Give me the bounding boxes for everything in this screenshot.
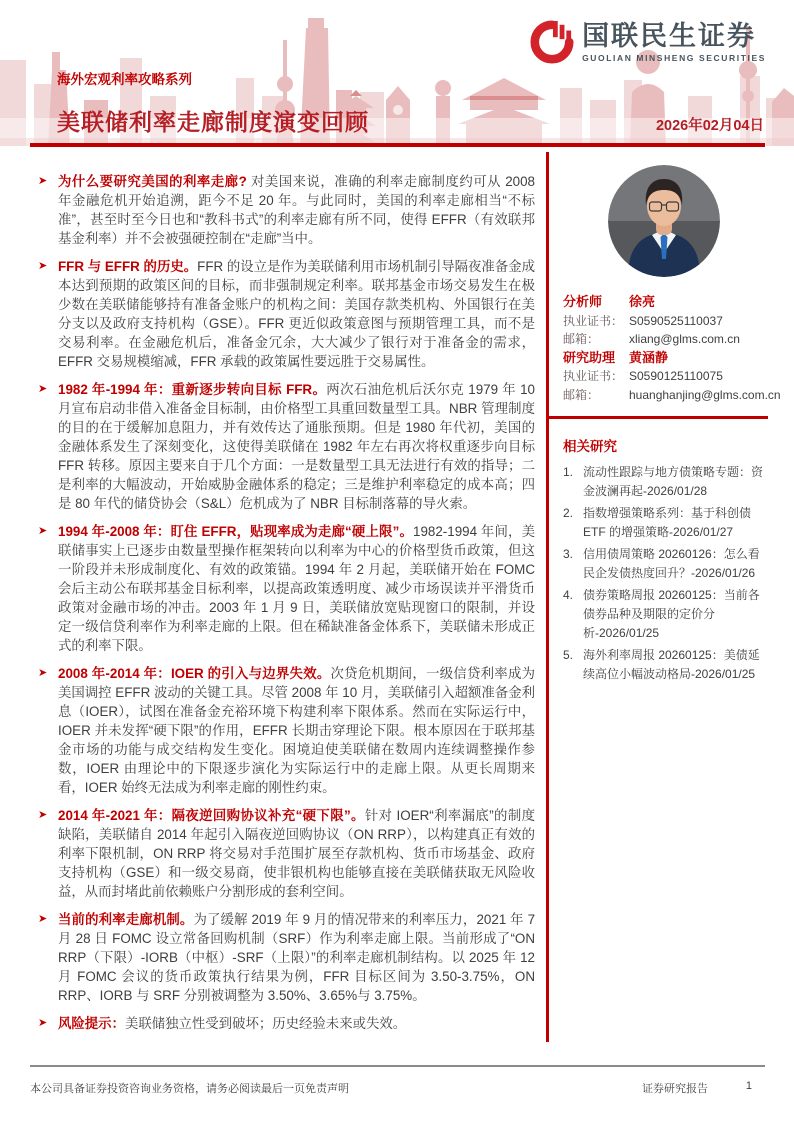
- footer-disclaimer: 本公司具备证券投资咨询业务资格，请务必阅读最后一页免责声明: [30, 1083, 349, 1095]
- summary-bullet: [38, 172, 535, 248]
- analyst-cert-number: S0590525110037: [629, 313, 723, 328]
- analyst-email-row: [563, 330, 764, 349]
- analyst-name-row: [563, 293, 764, 312]
- email-label: 邮箱：: [563, 332, 600, 346]
- bullet-text: 次贷危机期间，一级信贷利率成为美国调控 EFFR 波动的关键工具。尽管 2008 年 10 月，美联储引入超额准备金利息（IOER），试图在准备金充裕环境下构建利率下限体系。然而在实际运行中，IOER 并未发挥“硬下限”的作用，EFFR 长期击穿理论下限。根本原因在于联邦基金市场的功能与成交结构发生变化。困境迫使美联储在数周内连续调整操作参数，IOER 由理论中的下限逐步演化为实际运行中的走廊上限。从更长周期来看，IOER 始终无法成为利率走廊的刚性约束。: [58, 666, 536, 795]
- sidebar: [546, 152, 781, 1042]
- item-number: 2.: [563, 506, 574, 520]
- analyst-contact-block: [563, 293, 781, 404]
- summary-content: [38, 172, 535, 1042]
- bullet-text: FFR 的设立是作为美联储利用市场机制引导隔夜准备金成本达到预期的政策区间的目标，而非强制规定利率。联邦基金市场交易发生在极少数在美联储能够持有准备金账户的机构之间：美国存款类机构、外国银行在美分支以及政府支持机构（GSE）。FFR 更近似政策意图与预期管理工具，而不是交易利率。在金融危机后，准备金冗余，大大减少了银行对于准备金的需求，EFFR 交易规模缩减，FFR 承载的政策属性要远胜于交易属性。: [58, 259, 536, 369]
- item-title: 海外利率周报 20260125：美债延续高位小幅波动格局-2026/01/25: [583, 648, 760, 681]
- bullet-arrow-icon: ➤: [38, 1017, 48, 1029]
- bullet-text: 对美国来说，准确的利率走廊制度约可从 2008 年金融危机开始追溯，距今不足 20 年。与此同时，美国的利率走廊相当“不标准”，甚至时至今日也和“教科书式”的利率走廊有所不同，使得 EFFR（有效联邦基金利率）并不会被强硬控制在“走廊”当中。: [58, 174, 535, 246]
- bullet-text: 两次石油危机后沃尔克 1979 年 10 月宣布启动非借入准备金目标制，由价格型工具重回数量型工具。NBR 管理制度的目的在于缓解加息阻力，并有效传达了通胀预期。但是 1980 年代初，美国的金融体系发生了深刻变化，这使得美联储在 1982 年左右再次将权重逐步向目标 FFR 转移。原因主要来自于几个方面：一是数量型工具无法进行有效的指导；二是利率的大幅波动，开始威胁金融体系的稳定；三是维护利率稳定的成本高；四是 80 年代的储贷协会（S&L）危机成为了 NBR 目标制落幕的导火索。: [58, 382, 535, 511]
- item-number: 1.: [563, 465, 574, 479]
- summary-bullet: [38, 380, 535, 513]
- summary-bullet: [38, 806, 535, 901]
- analyst-email[interactable]: xliang@glms.com.cn: [629, 332, 740, 346]
- logo-icon: [530, 20, 574, 64]
- item-title: 流动性跟踪与地方债策略专题：资金波澜再起-2026/01/28: [583, 465, 764, 498]
- report-header: [0, 0, 794, 146]
- risk-warning-bullet: [38, 1014, 535, 1033]
- analyst-portrait-art: [608, 165, 720, 277]
- item-title: 指数增强策略系列：基于科创债 ETF 的增强策略-2026/01/27: [583, 506, 752, 539]
- cert-label: 执业证书：: [563, 313, 624, 328]
- bullet-lead: 风险提示：: [58, 1016, 125, 1031]
- footer-divider: [30, 1065, 765, 1067]
- bullet-text: 美联储独立性受到破坏；历史经验未来或失效。: [124, 1016, 407, 1031]
- bullet-lead: FFR 与 EFFR 的历史。: [58, 259, 198, 274]
- analyst-photo: [608, 165, 720, 277]
- item-number: 4.: [563, 588, 574, 602]
- report-title: 美联储利率走廊制度演变回顾: [57, 109, 369, 135]
- logo-name-en: GUOLIAN MINSHENG SECURITIES: [582, 53, 766, 63]
- bullet-lead: 1982 年-1994 年：重新逐步转向目标 FFR。: [58, 382, 327, 397]
- summary-bullet: [38, 910, 535, 1005]
- bullet-text: 为了缓解 2019 年 9 月的情况带来的利率压力，2021 年 7 月 28 日 FOMC 设立常备回购机制（SRF）作为利率走廊上限。当前形成了“ON RRP（下限）-IORB（中枢）-SRF（上限）”的利率走廊机制结构。以 2025 年 12 月 FOMC 会议的货币政策执行结果为例，FFR 目标区间为 3.50-3.75%，ON RRP、IORB 与 SRF 分别被调整为 3.50%、3.65%与 3.75%。: [58, 912, 536, 1003]
- assistant-role-label: 研究助理: [563, 349, 616, 365]
- related-research-item[interactable]: [563, 545, 764, 583]
- item-title: 债券策略周报 20260125：当前各债券品种及期限的定价分析-2026/01/25: [583, 588, 760, 640]
- related-research-title: 相关研究: [563, 439, 617, 454]
- bullet-text: 1982-1994 年间，美联储事实上已逐步由数量型操作框架转向以利率为中心的价格型货币政策，但这一阶段并未形成制度化、有效的政策锚。1994 年 2 月起，美联储开始在 FOMC 会后主动公布联邦基金目标利率，以提高政策透明度、减少市场误读并平滑货币政策对金融市场的冲击。2003 年 1 月 9 日，美联储放宽贴现窗口的限制，并设定一级信贷利率作为利率走廊的上限。但在稀缺准备金体系下，美联储未形成正式的利率下限。: [58, 524, 535, 653]
- logo-text: [582, 21, 766, 63]
- related-research-item[interactable]: [563, 646, 764, 684]
- bullet-text: 针对 IOER“利率漏底”的制度缺陷，美联储自 2014 年起引入隔夜逆回购协议（ON RRP），以构建真正有效的利率下限机制，ON RRP 将交易对手范围扩展至存款机构、货币市场基金、政府支持机构（GSE）和一级交易商，使非银机构也能够直接在美联储获取无风险收益，从而封堵此前依赖账户分割形成的套利空间。: [58, 808, 535, 899]
- analyst-name: 徐亮: [629, 294, 656, 309]
- bullet-arrow-icon: ➤: [38, 260, 48, 272]
- assistant-cert-number: S0590125110075: [629, 369, 723, 383]
- related-research-item[interactable]: [563, 504, 764, 542]
- bullet-arrow-icon: ➤: [38, 175, 48, 187]
- page-number: 1: [745, 1080, 752, 1092]
- related-research-item[interactable]: [563, 586, 764, 643]
- item-number: 3.: [563, 547, 574, 561]
- series-label: 海外宏观利率攻略系列: [57, 72, 192, 87]
- email-label: 邮箱：: [563, 387, 600, 402]
- analyst-role-label: 分析师: [563, 294, 603, 309]
- bullet-arrow-icon: ➤: [38, 525, 48, 537]
- item-number: 5.: [563, 648, 574, 662]
- company-logo: [530, 20, 766, 64]
- sidebar-divider: [546, 416, 768, 419]
- assistant-cert-row: [563, 367, 764, 386]
- footer-report-type: 证券研究报告: [642, 1083, 708, 1095]
- bullet-lead: 当前的利率走廊机制。: [58, 912, 194, 927]
- bullet-lead: 1994 年-2008 年：盯住 EFFR，贴现率成为走廊“硬上限”。: [58, 524, 413, 539]
- assistant-email-row: [563, 386, 781, 405]
- assistant-name: 黄涵静: [629, 349, 669, 365]
- report-date: 2026年02月04日: [655, 118, 764, 134]
- cert-label: 执业证书：: [563, 369, 624, 383]
- item-title: 信用债周策略 20260126：怎么看民企发债热度回升？-2026/01/26: [583, 547, 760, 580]
- bullet-lead: 为什么要研究美国的利率走廊?: [58, 174, 251, 189]
- header-divider: [30, 143, 765, 147]
- bullet-arrow-icon: ➤: [38, 383, 48, 395]
- assistant-name-row: [563, 349, 764, 368]
- summary-bullet: [38, 257, 535, 371]
- summary-bullet: [38, 664, 535, 797]
- logo-name-cn: 国联民生证券: [582, 21, 757, 51]
- related-research-item[interactable]: [563, 463, 764, 501]
- bullet-lead: 2014 年-2021 年：隔夜逆回购协议补充“硬下限”。: [58, 808, 365, 823]
- bullet-arrow-icon: ➤: [38, 809, 48, 821]
- bullet-lead: 2008 年-2014 年：IOER 的引入与边界失效。: [58, 666, 331, 681]
- summary-bullet: [38, 522, 535, 655]
- bullet-arrow-icon: ➤: [38, 667, 48, 679]
- bullet-arrow-icon: ➤: [38, 913, 48, 925]
- analyst-cert-row: [563, 312, 764, 331]
- related-research-list: [563, 463, 764, 684]
- assistant-email[interactable]: huanghanjing@glms.com.cn: [629, 387, 781, 402]
